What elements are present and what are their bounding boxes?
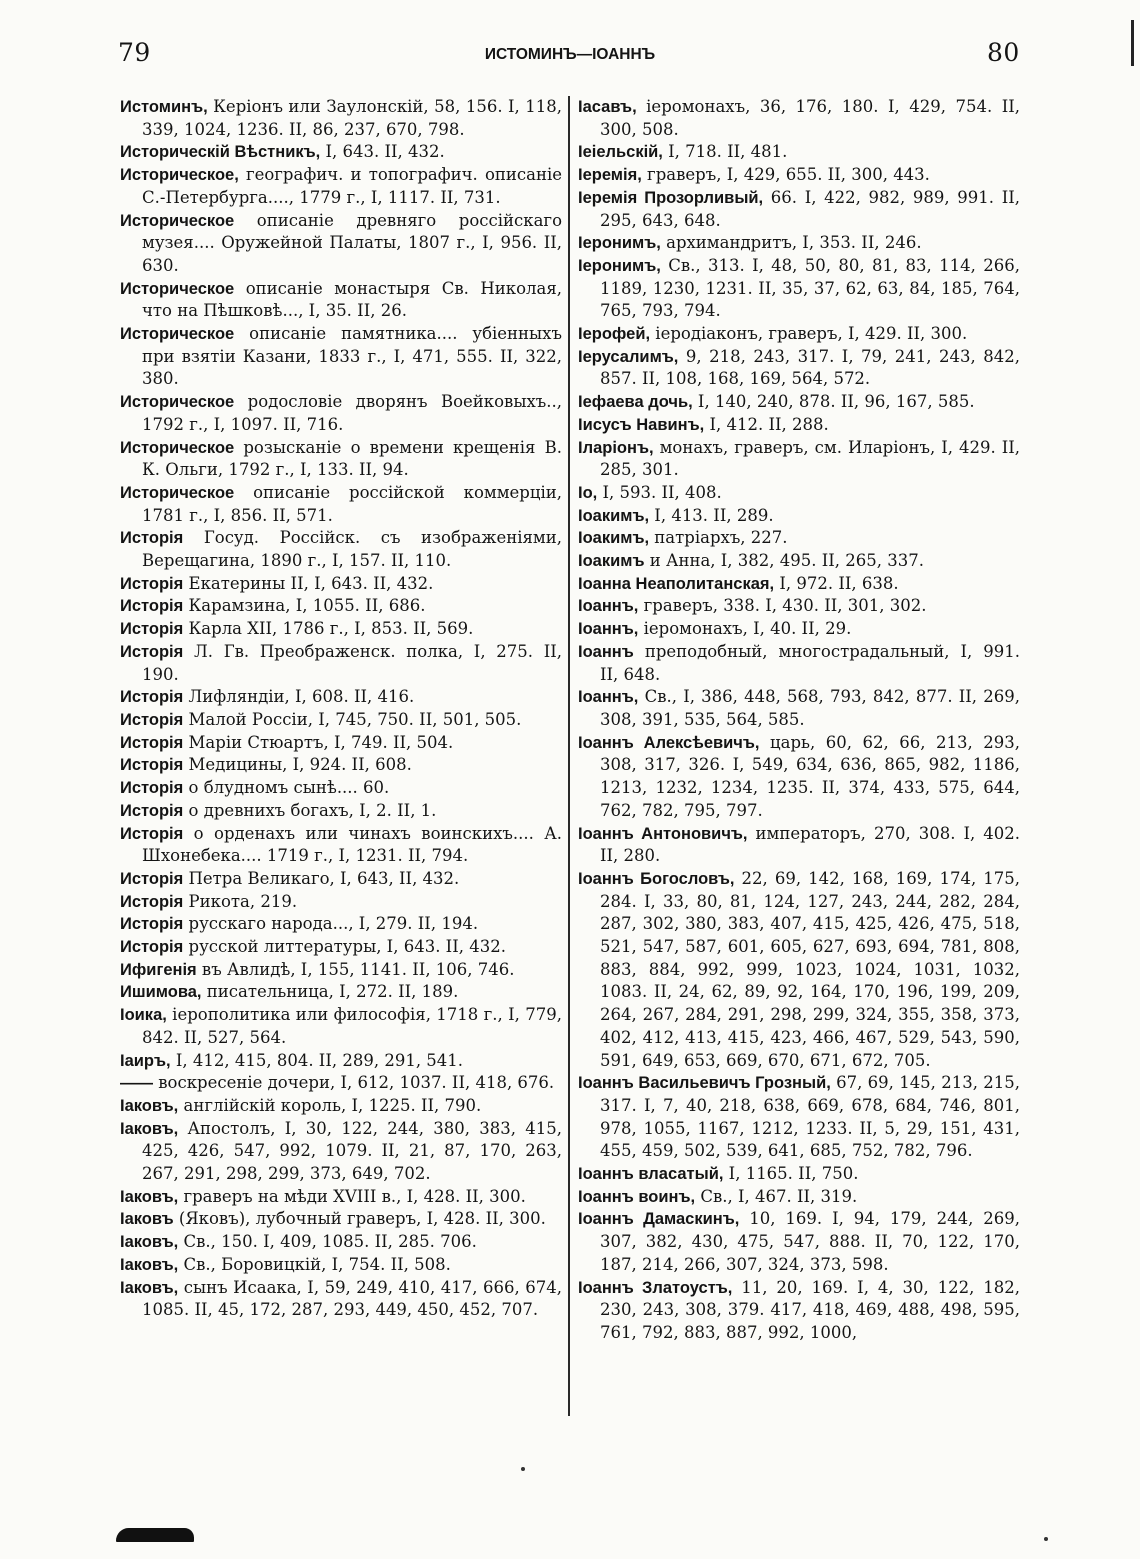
print-speck	[521, 1467, 525, 1471]
entry-references: Лифляндіи, I, 608. II, 416.	[183, 687, 415, 707]
index-entry	[120, 981, 562, 1004]
index-entry	[120, 210, 562, 278]
index-entry	[120, 1208, 562, 1231]
index-entry	[578, 732, 1020, 823]
entry-references: писательница, I, 272. II, 189.	[201, 982, 459, 1002]
entry-references: Маріи Стюартъ, I, 749. II, 504.	[183, 732, 454, 752]
index-entry	[578, 96, 1020, 141]
entry-headword: Іаковъ,	[120, 1233, 179, 1252]
entry-headword: Историческій Вѣстникъ,	[120, 143, 321, 162]
index-entry	[578, 868, 1020, 1072]
entry-headword: Іоаннъ Златоустъ,	[578, 1278, 733, 1297]
index-entry	[120, 1095, 562, 1118]
entry-references: родословіе дворянъ Воейковыхъ.., 1792 г., I, 1097. II, 716.	[142, 392, 562, 434]
entry-references: царь, 60, 62, 66, 213, 293, 308, 317, 326. I, 549, 634, 636, 865, 982, 1186, 1213, 1232, 1234, 1235. II, 374, 433, 575, 644, 762, 782, 795, 797.	[600, 732, 1020, 820]
entry-headword: Историческое	[120, 211, 235, 230]
entry-headword: Іоаннъ,	[578, 688, 639, 707]
entry-references: іеродіаконъ, граверъ, I, 429. II, 300.	[650, 324, 968, 344]
entry-references: I, 718. II, 481.	[662, 142, 788, 162]
entry-headword: Іерофей,	[578, 325, 651, 344]
entry-references: I, 972. II, 638.	[774, 573, 899, 593]
entry-headword: Іоаннъ Антоновичъ,	[578, 824, 748, 843]
entry-headword: Іоанна Неаполитанская,	[578, 574, 775, 593]
index-entry	[578, 255, 1020, 323]
index-entry	[578, 573, 1020, 596]
entry-references: русскаго народа..., I, 279. II, 194.	[183, 914, 479, 934]
entry-headword: Ишимова,	[120, 983, 202, 1002]
entry-references: патріархъ, 227.	[649, 528, 788, 548]
index-entry	[578, 1208, 1020, 1276]
entry-references: I, 412, 415, 804. II, 289, 291, 541.	[170, 1050, 464, 1070]
entry-headword: Исторія	[120, 733, 184, 752]
entry-headword: Іоаннъ,	[578, 620, 639, 639]
entry-references: Св., I, 386, 448, 568, 793, 842, 877. II, 269, 308, 391, 535, 564, 585.	[600, 687, 1020, 729]
entry-headword: ——	[120, 1074, 153, 1093]
entry-references: Малой Россіи, I, 745, 750. II, 501, 505.	[183, 709, 522, 729]
entry-references: въ Авлидѣ, I, 155, 1141. II, 106, 746.	[196, 959, 515, 979]
entry-references: Карла XII, 1786 г., I, 853. II, 569.	[183, 619, 474, 639]
index-entry	[120, 278, 562, 323]
entry-headword: Іоаннъ,	[578, 597, 639, 616]
entry-references: Петра Великаго, I, 643, II, 432.	[183, 868, 460, 888]
entry-headword: Іаковъ,	[120, 1187, 179, 1206]
entry-references: англійскій король, I, 1225. II, 790.	[178, 1095, 482, 1115]
entry-headword: Исторія	[120, 642, 184, 661]
entry-headword: Іо,	[578, 483, 598, 502]
index-entry	[120, 391, 562, 436]
entry-references: географич. и топографич. описаніе С.-Петербурга...., 1779 г., I, 1117. II, 731.	[142, 165, 562, 207]
entry-references: императоръ, 270, 308. I, 402. II, 280.	[600, 823, 1021, 866]
entry-headword: Іасавъ,	[578, 98, 637, 116]
index-entry	[120, 732, 562, 755]
entry-headword: Іефаева дочь,	[578, 393, 693, 412]
running-title: ИСТОМИНЪ—ІОАННЪ	[484, 46, 656, 63]
entry-headword: Исторія	[120, 801, 184, 820]
index-entry	[120, 1072, 562, 1095]
index-entry	[120, 936, 562, 959]
entry-references: 66. I, 422, 982, 989, 991. II, 295, 643, 648.	[600, 187, 1020, 230]
left-column	[120, 96, 562, 1322]
index-entry	[578, 505, 1020, 528]
entry-headword: Іоакимъ,	[578, 506, 650, 525]
index-entry	[120, 1004, 562, 1049]
entry-references: описаніе древняго россійскаго музея.... Оружейной Палаты, 1807 г., I, 956. II, 630.	[142, 210, 562, 275]
entry-references: (Яковъ), лубочный граверъ, I, 428. II, 300.	[173, 1209, 546, 1229]
index-entry	[578, 437, 1020, 482]
entry-references: 9, 218, 243, 317. I, 79, 241, 243, 842, 857. II, 108, 168, 169, 564, 572.	[600, 346, 1020, 389]
entry-headword: Исторія	[120, 529, 184, 548]
index-entry	[578, 618, 1020, 641]
index-entry	[120, 482, 562, 527]
entry-headword: Іеремія,	[578, 166, 642, 185]
entry-headword: Исторія	[120, 620, 184, 639]
entry-references: Апостолъ, I, 30, 122, 244, 380, 383, 415, 425, 426, 547, 992, 1079. II, 21, 87, 170, 263, 267, 291, 298, 299, 373, 649, 702.	[142, 1118, 562, 1184]
entry-headword: Іларіонъ,	[578, 438, 654, 457]
index-entry	[120, 437, 562, 482]
entry-headword: Іаковъ,	[120, 1278, 179, 1297]
index-entry	[120, 1277, 562, 1322]
entry-references: преподобный, многострадальный, I, 991. II, 648.	[600, 641, 1020, 684]
index-entry	[120, 709, 562, 732]
entry-references: Керіонъ или Заулонскій, 58, 156. I, 118, 339, 1024, 1236. II, 86, 237, 670, 798.	[142, 97, 562, 139]
index-entry	[578, 527, 1020, 550]
entry-headword: Іоаннъ Алексѣевичъ,	[578, 733, 760, 752]
entry-references: I, 140, 240, 878. II, 96, 167, 585.	[692, 392, 975, 412]
index-entry	[120, 1186, 562, 1209]
index-entry	[120, 868, 562, 891]
index-entry	[578, 595, 1020, 618]
entry-headword: Истоминъ,	[120, 98, 208, 116]
index-entry	[578, 187, 1020, 232]
entry-headword: Іеіельскій,	[578, 143, 663, 162]
entry-references: I, 413. II, 289.	[649, 505, 774, 525]
index-entry	[578, 1277, 1020, 1345]
entry-references: о орденахъ или чинахъ воинскихъ.... А. Шхонебека.... 1719 г., I, 1231. II, 794.	[142, 823, 562, 866]
index-entry	[120, 595, 562, 618]
entry-references: описаніе памятника.... убіенныхъ при взятіи Казани, 1833 г., I, 471, 555. II, 322, 380.	[142, 324, 562, 389]
entry-headword: Іисусъ Навинъ,	[578, 415, 705, 434]
entry-headword: Іеремія Прозорливый,	[578, 188, 764, 207]
entry-references: іеромонахъ, 36, 176, 180. I, 429, 754. II, 300, 508.	[600, 97, 1020, 139]
entry-headword: Исторія	[120, 915, 184, 934]
entry-references: 11, 20, 169. I, 4, 30, 122, 182, 230, 243, 308, 379. 417, 418, 469, 488, 498, 595, 761, 792, 883, 887, 992, 1000,	[600, 1277, 1020, 1342]
entry-headword: Исторія	[120, 756, 184, 775]
index-entry	[120, 686, 562, 709]
entry-headword: Исторія	[120, 710, 184, 729]
index-entry	[120, 1118, 562, 1186]
entry-references: русской литтературы, I, 643. II, 432.	[183, 937, 506, 957]
entry-references: описаніе россійской коммерціи, 1781 г., I, 856. II, 571.	[142, 482, 562, 525]
entry-references: архимандритъ, I, 353. II, 246.	[660, 233, 922, 253]
ink-blot	[116, 1528, 194, 1542]
entry-headword: Іоакимъ	[578, 552, 645, 571]
entry-references: 67, 69, 145, 213, 215, 317. I, 7, 40, 218, 638, 669, 678, 684, 746, 801, 978, 1055, 1167, 1212, 1233. II, 5, 29, 151, 431, 455, 459, 502, 539, 641, 685, 752, 782, 796.	[600, 1073, 1020, 1161]
index-entry	[120, 527, 562, 572]
entry-headword: Историческое	[120, 483, 235, 502]
entry-headword: Іоаннъ Богословъ,	[578, 869, 735, 888]
index-entry	[578, 232, 1020, 255]
index-entry	[120, 1254, 562, 1277]
entry-headword: Историческое	[120, 438, 235, 457]
entry-headword: Исторія	[120, 938, 184, 957]
entry-headword: Исторія	[120, 824, 184, 843]
index-entry	[120, 164, 562, 209]
entry-references: о древнихъ богахъ, I, 2. II, 1.	[183, 800, 437, 820]
index-entry	[578, 482, 1020, 505]
entry-references: Св., 313. I, 48, 50, 80, 81, 83, 114, 266, 1189, 1230, 1231. II, 35, 37, 62, 63, 84, 185, 764, 765, 793, 794.	[600, 255, 1020, 321]
right-column	[578, 96, 1020, 1345]
column-divider	[568, 96, 570, 1416]
entry-headword: Ифигенія	[120, 960, 197, 979]
entry-references: о блудномъ сынѣ.... 60.	[183, 778, 390, 798]
index-entry	[120, 959, 562, 982]
entry-headword: Іеронимъ,	[578, 256, 661, 275]
entry-references: Св., Боровицкій, I, 754. II, 508.	[178, 1254, 451, 1274]
index-entry	[120, 96, 562, 141]
entry-headword: Іаковъ,	[120, 1119, 179, 1138]
entry-references: монахъ, граверъ, см. Иларіонъ, I, 429. II, 285, 301.	[600, 437, 1020, 480]
edge-mark	[1131, 20, 1134, 66]
entry-references: 10, 169. I, 94, 179, 244, 269, 307, 382, 430, 475, 547, 888. II, 70, 122, 170, 187, 214, 266, 307, 324, 373, 598.	[600, 1209, 1020, 1274]
entry-references: іерополитика или философія, 1718 г., I, 779, 842. II, 527, 564.	[142, 1005, 562, 1047]
index-entry	[578, 414, 1020, 437]
index-entry	[120, 141, 562, 164]
entry-references: 22, 69, 142, 168, 169, 174, 175, 284. I, 33, 80, 81, 124, 127, 243, 244, 282, 284, 287, 302, 380, 383, 407, 415, 425, 426, 475, 518, 521, 547, 587, 601, 605, 627, 693, 694, 781, 808, 883, 884, 992, 999, 1023, 1024, 1031, 1032, 1083. II, 24, 62, 89, 92, 164, 170, 196, 199, 209, 264, 267, 284, 291, 298, 299, 324, 355, 358, 373, 402, 412, 413, 415, 423, 466, 467, 529, 543, 590, 591, 649, 653, 669, 670, 671, 672, 705.	[600, 868, 1020, 1070]
entry-references: Св., I, 467. II, 319.	[695, 1186, 858, 1206]
entry-headword: Историческое	[120, 393, 235, 412]
entry-headword: Исторія	[120, 688, 184, 707]
entry-references: Карамзина, I, 1055. II, 686.	[183, 596, 426, 616]
entry-headword: Іоаннъ Дамаскинъ,	[578, 1210, 740, 1229]
entry-references: и Анна, I, 382, 495. II, 265, 337.	[644, 551, 925, 571]
index-entry	[120, 618, 562, 641]
index-entry	[120, 323, 562, 391]
entry-references: іеромонахъ, I, 40. II, 29.	[638, 619, 852, 639]
index-entry	[120, 641, 562, 686]
index-entry	[120, 891, 562, 914]
index-entry	[578, 346, 1020, 391]
entry-headword: Историческое	[120, 279, 235, 298]
entry-headword: Іаковъ,	[120, 1096, 179, 1115]
entry-references: Рикота, 219.	[183, 891, 298, 911]
index-entry	[120, 573, 562, 596]
entry-references: Л. Гв. Преображенск. полка, I, 275. II, 190.	[142, 641, 562, 684]
entry-headword: Исторія	[120, 779, 184, 798]
index-entry	[578, 141, 1020, 164]
index-entry	[120, 754, 562, 777]
entry-headword: Іерусалимъ,	[578, 347, 679, 366]
index-entry	[120, 1231, 562, 1254]
right-page-number: 80	[987, 38, 1020, 67]
left-page-number: 79	[118, 38, 151, 67]
entry-references: I, 1165. II, 750.	[723, 1164, 859, 1184]
index-entry	[578, 823, 1020, 868]
entry-headword: Іоаннъ Васильевичъ Грозный,	[578, 1074, 831, 1093]
entry-references: описаніе монастыря Св. Николая, что на Пѣшковѣ..., I, 35. II, 26.	[142, 278, 562, 321]
index-entry	[578, 1186, 1020, 1209]
entry-headword: Исторія	[120, 869, 184, 888]
entry-headword: Іоаннъ	[578, 642, 634, 661]
index-entry	[120, 800, 562, 823]
entry-references: I, 643. II, 432.	[320, 142, 445, 162]
entry-references: воскресеніе дочери, I, 612, 1037. II, 418, 676.	[153, 1073, 555, 1093]
entry-references: Екатерины II, I, 643. II, 432.	[183, 573, 434, 593]
entry-references: граверъ, 338. I, 430. II, 301, 302.	[638, 596, 927, 616]
entry-headword: Іаиръ,	[120, 1051, 171, 1070]
entry-headword: Исторія	[120, 574, 184, 593]
entry-headword: Іеронимъ,	[578, 234, 661, 253]
index-entry	[578, 391, 1020, 414]
index-entry	[120, 823, 562, 868]
entry-headword: Іоика,	[120, 1006, 167, 1025]
page-header	[0, 38, 1140, 78]
index-entry	[120, 913, 562, 936]
entry-headword: Іоаннъ власатый,	[578, 1165, 724, 1184]
entry-headword: Исторія	[120, 892, 184, 911]
entry-headword: Іоакимъ,	[578, 529, 650, 548]
index-entry	[578, 1072, 1020, 1163]
entry-references: граверъ на мѣди XVIII в., I, 428. II, 300.	[178, 1186, 526, 1206]
print-speck	[1044, 1537, 1048, 1541]
entry-references: граверъ, I, 429, 655. II, 300, 443.	[641, 165, 930, 185]
entry-references: Св., 150. I, 409, 1085. II, 285. 706.	[178, 1232, 477, 1252]
entry-references: Медицины, I, 924. II, 608.	[183, 755, 412, 775]
entry-headword: Историческое	[120, 325, 235, 344]
entry-headword: Іаковъ	[120, 1210, 174, 1229]
entry-references: Госуд. Россійск. съ изображеніями, Верещагина, 1890 г., I, 157. II, 110.	[142, 528, 562, 571]
index-entry	[578, 641, 1020, 686]
index-entry	[578, 686, 1020, 731]
entry-headword: Іаковъ,	[120, 1255, 179, 1274]
entry-headword: Исторія	[120, 597, 184, 616]
index-entry	[120, 1050, 562, 1073]
index-entry	[578, 164, 1020, 187]
entry-references: сынъ Исаака, I, 59, 249, 410, 417, 666, 674, 1085. II, 45, 172, 287, 293, 449, 450, 452, 707.	[142, 1277, 562, 1320]
entry-references: I, 593. II, 408.	[597, 482, 722, 502]
index-entry	[578, 1163, 1020, 1186]
entry-references: розысканіе о времени крещенія В. К. Ольги, 1792 г., I, 133. II, 94.	[142, 437, 562, 480]
index-entry	[120, 777, 562, 800]
entry-headword: Историческое,	[120, 166, 239, 185]
index-entry	[578, 550, 1020, 573]
entry-headword: Іоаннъ воинъ,	[578, 1187, 696, 1206]
index-entry	[578, 323, 1020, 346]
entry-references: I, 412. II, 288.	[704, 414, 829, 434]
